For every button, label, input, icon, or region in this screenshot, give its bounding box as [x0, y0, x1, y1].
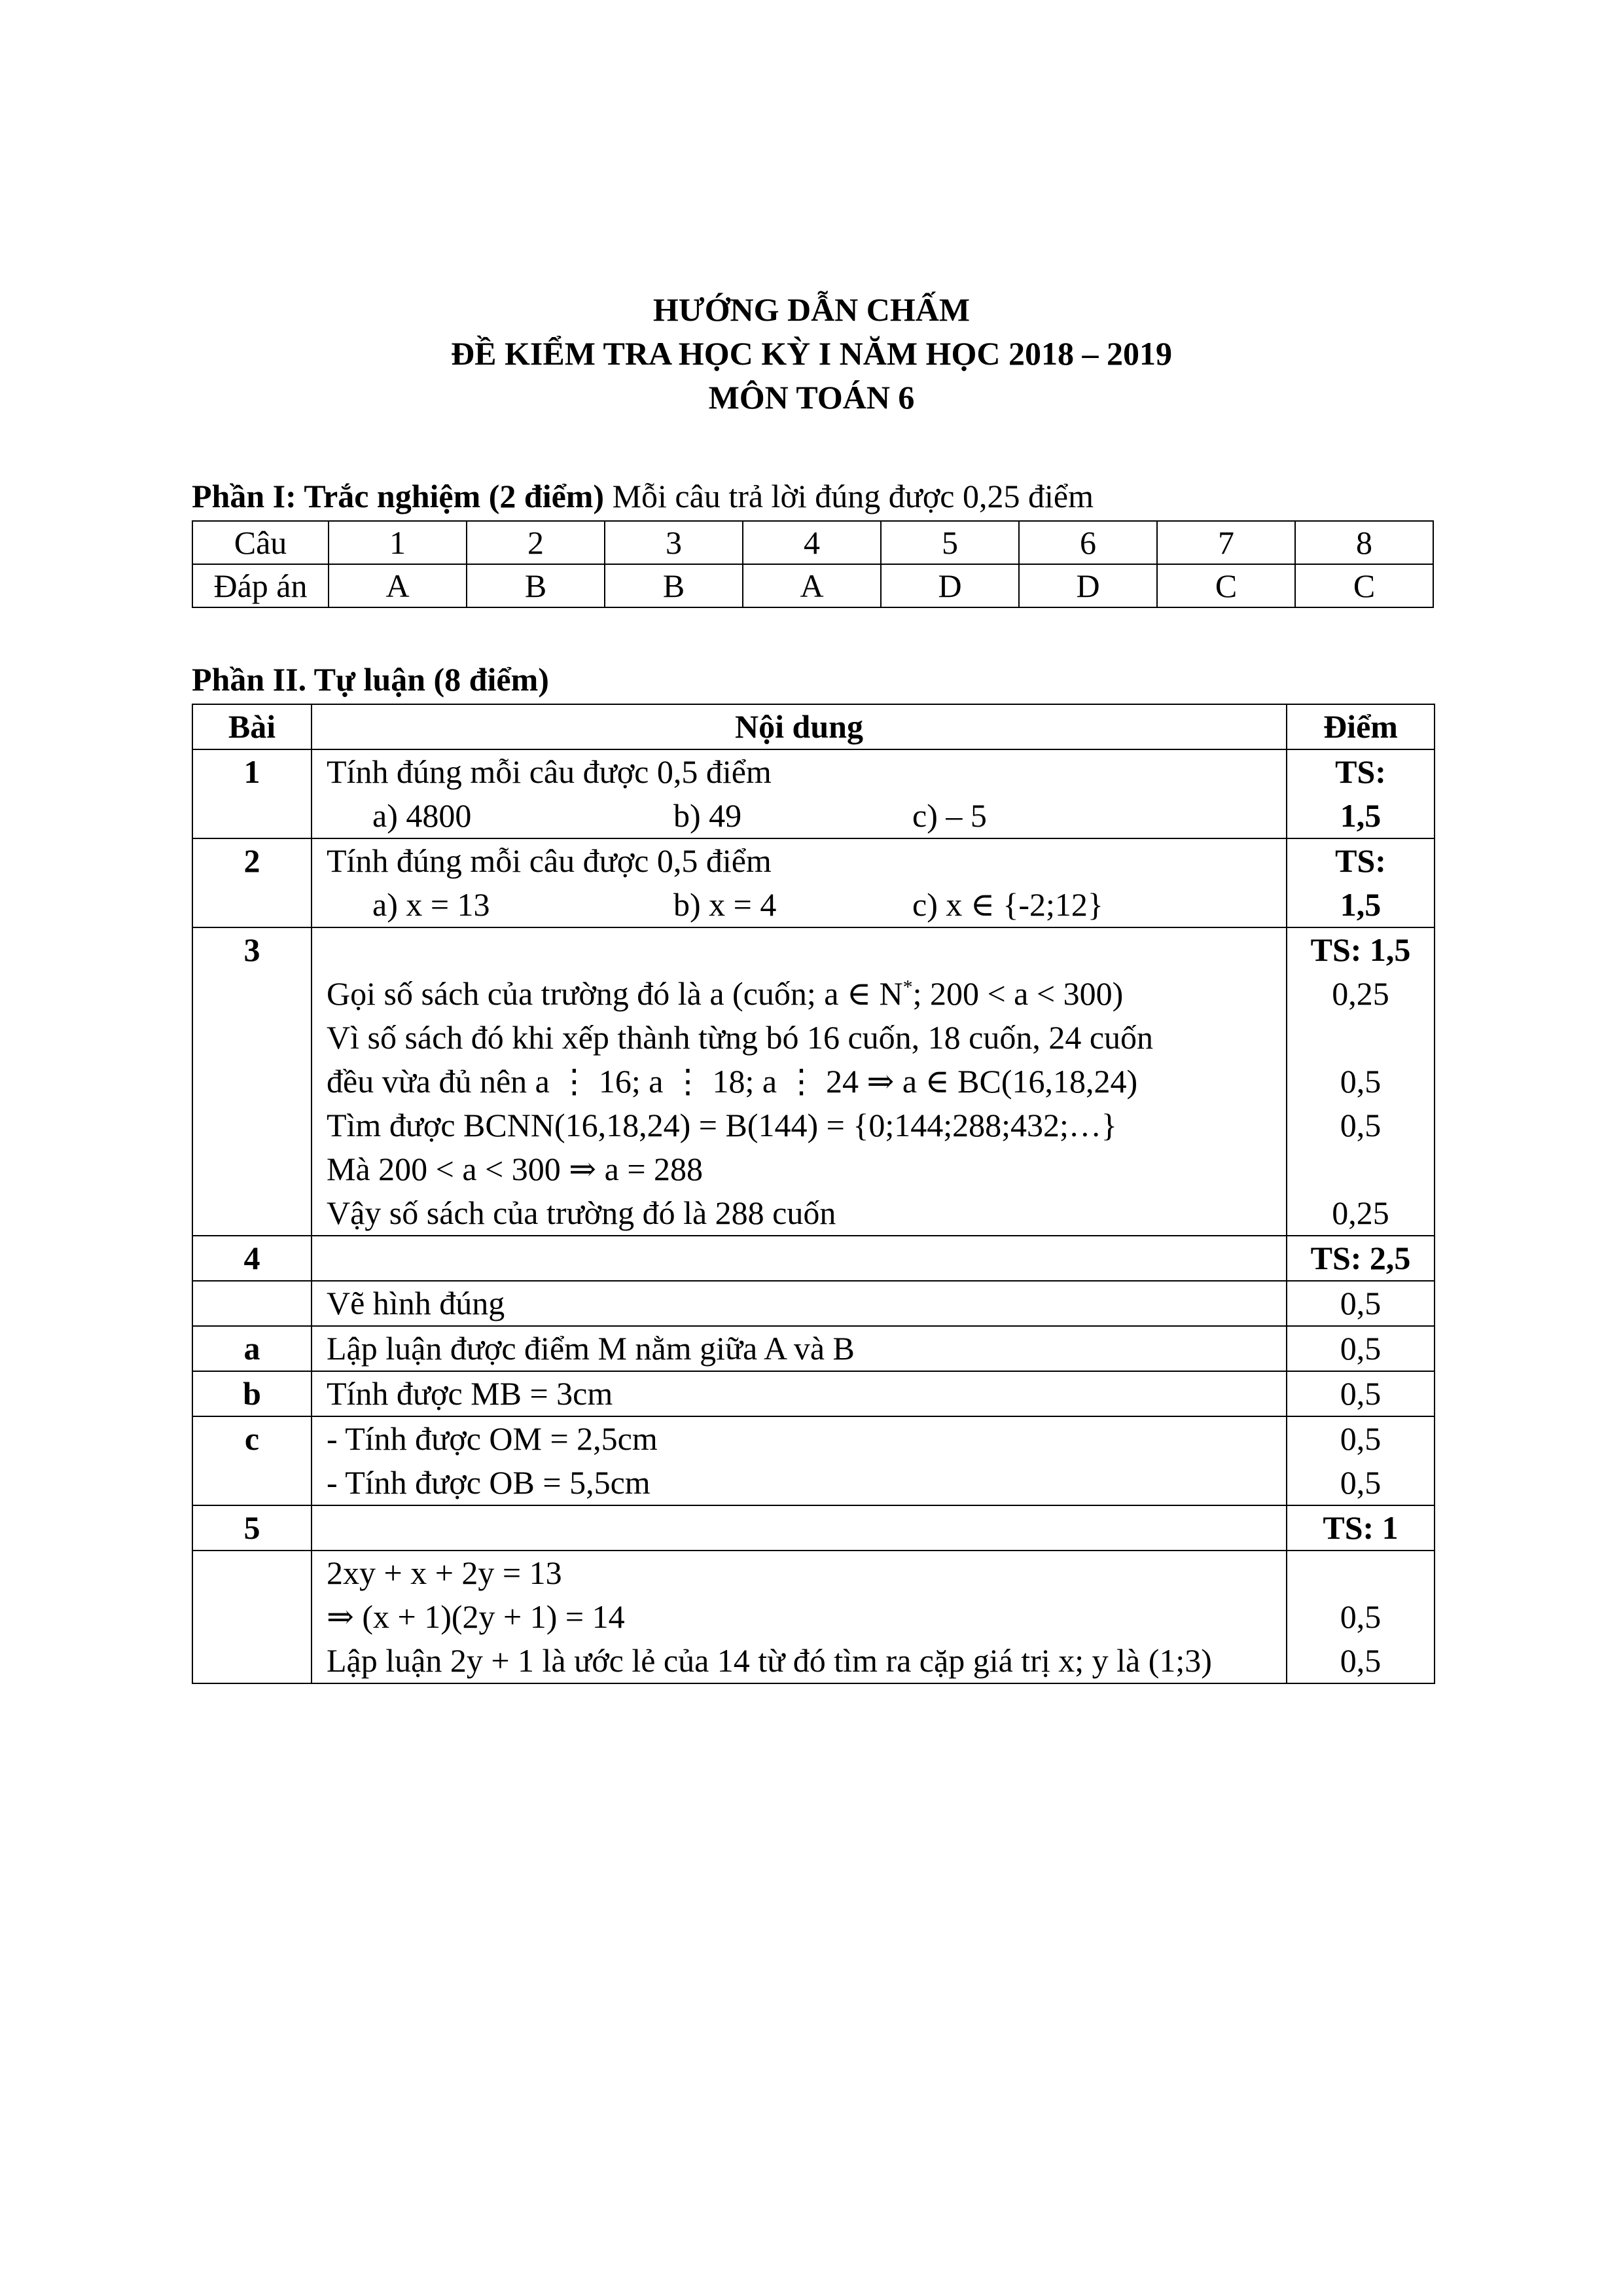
question-number: 5: [881, 521, 1019, 564]
score-value: 0,5: [1287, 1371, 1435, 1416]
bai-label: [192, 1551, 312, 1683]
score-total: TS: 1: [1287, 1505, 1435, 1551]
score-cell: [1287, 1551, 1435, 1683]
option-c: c) – 5: [912, 797, 987, 834]
bai-content: [312, 1416, 1287, 1505]
score-value: 0,5: [1340, 1642, 1382, 1679]
score-value: 0,5: [1287, 1281, 1435, 1326]
content-text: Gọi số sách của trường đó là a (cuốn; a ∈ N: [327, 975, 903, 1012]
option-b: b) x = 4: [673, 886, 777, 923]
question-number: 6: [1019, 521, 1157, 564]
part2-heading-text: Phần II. Tự luận (8 điểm): [192, 661, 549, 698]
answer-value: C: [1157, 564, 1295, 607]
content-line: Lập luận 2y + 1 là ước lẻ của 14 từ đó tìm ra cặp giá trị x; y là (1;3): [327, 1642, 1212, 1679]
content-line: Vẽ hình đúng: [312, 1281, 1287, 1326]
answer-value: D: [881, 564, 1019, 607]
score-value: 0,5: [1340, 1107, 1382, 1143]
score-ts-value: 1,5: [1340, 797, 1382, 834]
content-line: ⇒ (x + 1)(2y + 1) = 14: [327, 1598, 625, 1635]
answer-value: D: [1019, 564, 1157, 607]
score-value: 0,25: [1332, 975, 1389, 1012]
option-a: a) x = 13: [372, 886, 490, 923]
question-row: [192, 521, 1433, 564]
bai-content: [312, 749, 1287, 838]
score-cell: [1287, 749, 1435, 838]
bai-number: 4: [192, 1236, 312, 1281]
bai-number: 5: [192, 1505, 312, 1551]
content-line: - Tính được OM = 2,5cm: [327, 1420, 658, 1457]
option-c: c) x ∈ {-2;12}: [912, 886, 1103, 923]
table-row-bai-1: [192, 749, 1435, 838]
question-number: 3: [605, 521, 743, 564]
bai-label: c: [192, 1416, 312, 1505]
answer-value: C: [1295, 564, 1433, 607]
title-line-1: HƯỚNG DẪN CHẤM: [652, 291, 971, 328]
bai-label: a: [192, 1326, 312, 1371]
question-number: 1: [329, 521, 467, 564]
score-value: 0,5: [1287, 1326, 1435, 1371]
score-ts-label: TS:: [1335, 753, 1386, 790]
bai-number: 3: [192, 927, 312, 1236]
header-noidung: Nội dung: [312, 704, 1287, 749]
blank-line: [1287, 1016, 1434, 1060]
score-value: 0,5: [1340, 1063, 1382, 1100]
bai-number: 2: [192, 838, 312, 927]
table-row-bai-4c: [192, 1416, 1435, 1505]
blank-line: [327, 928, 1274, 972]
answer-row: [192, 564, 1433, 607]
content-text: ; 200 < a < 300): [912, 975, 1124, 1012]
header-diem: Điểm: [1287, 704, 1435, 749]
answer-key-table: [192, 520, 1434, 608]
bai-content: [312, 927, 1287, 1236]
table-row-bai-2: [192, 838, 1435, 927]
table-row-bai-4a: [192, 1326, 1435, 1371]
answer-row-label: Đáp án: [192, 564, 329, 607]
part1-heading: [192, 475, 1094, 518]
bai-label: [192, 1281, 312, 1326]
bai-number: 1: [192, 749, 312, 838]
bai-content: [312, 838, 1287, 927]
answer-value: B: [605, 564, 743, 607]
table-row-bai-4: [192, 1236, 1435, 1281]
table-row-bai-4b: [192, 1371, 1435, 1416]
title-line-3: MÔN TOÁN 6: [708, 379, 915, 416]
content-line: Tính được MB = 3cm: [312, 1371, 1287, 1416]
question-number: 7: [1157, 521, 1295, 564]
score-cell: [1287, 927, 1435, 1236]
score-cell: [1287, 838, 1435, 927]
part1-heading-rest: Mỗi câu trả lời đúng được 0,25 điểm: [604, 478, 1094, 514]
table-row-bai-5-content: [192, 1551, 1435, 1683]
bai-content: [312, 1551, 1287, 1683]
part2-heading: [192, 658, 549, 701]
question-number: 2: [467, 521, 605, 564]
content-line: Tính đúng mỗi câu được 0,5 điểm: [327, 753, 772, 790]
part1-heading-bold: Phần I: Trắc nghiệm (2 điểm): [192, 478, 605, 514]
score-value: 0,5: [1340, 1598, 1382, 1635]
table-row-bai-5: [192, 1505, 1435, 1551]
content-line: Tìm được BCNN(16,18,24) = B(144) = {0;144;288;432;…}: [327, 1107, 1117, 1143]
content-line: Lập luận được điểm M nằm giữa A và B: [312, 1326, 1287, 1371]
document-title: [0, 288, 1623, 420]
option-a: a) 4800: [372, 797, 472, 834]
superscript-star: *: [902, 976, 913, 998]
bai-content: [312, 1505, 1287, 1551]
answer-value: A: [743, 564, 881, 607]
content-line: - Tính được OB = 5,5cm: [327, 1464, 651, 1501]
question-row-label: Câu: [192, 521, 329, 564]
header-bai: Bài: [192, 704, 312, 749]
table-row-bai-4-draw: [192, 1281, 1435, 1326]
score-total: TS: 2,5: [1287, 1236, 1435, 1281]
content-line: 2xy + x + 2y = 13: [327, 1554, 562, 1591]
answer-options: [327, 883, 1274, 927]
blank-line: [1287, 1551, 1434, 1595]
score-total: TS: 1,5: [1310, 931, 1411, 968]
content-line: Vì số sách đó khi xếp thành từng bó 16 cuốn, 18 cuốn, 24 cuốn: [327, 1019, 1154, 1056]
score-cell: [1287, 1416, 1435, 1505]
content-line: Tính đúng mỗi câu được 0,5 điểm: [327, 842, 772, 879]
bai-content: [312, 1236, 1287, 1281]
score-value: 0,5: [1340, 1420, 1382, 1457]
score-value: 0,25: [1332, 1194, 1389, 1231]
content-line: Mà 200 < a < 300 ⇒ a = 288: [327, 1151, 704, 1187]
answer-value: A: [329, 564, 467, 607]
blank-line: [1287, 1147, 1434, 1191]
content-line: Vậy số sách của trường đó là 288 cuốn: [327, 1194, 836, 1231]
content-line: [327, 972, 1274, 1016]
table-row-bai-3: [192, 927, 1435, 1236]
question-number: 8: [1295, 521, 1433, 564]
question-number: 4: [743, 521, 881, 564]
content-line: đều vừa đủ nên a ⋮ 16; a ⋮ 18; a ⋮ 24 ⇒ a ∈ BC(16,18,24): [327, 1063, 1138, 1100]
title-line-2: ĐỀ KIỂM TRA HỌC KỲ I NĂM HỌC 2018 – 2019: [451, 335, 1172, 372]
option-b: b) 49: [673, 797, 742, 834]
header-row: [192, 704, 1435, 749]
answer-value: B: [467, 564, 605, 607]
score-value: 0,5: [1340, 1464, 1382, 1501]
answer-options: [327, 794, 1274, 838]
score-ts-value: 1,5: [1340, 886, 1382, 923]
score-ts-label: TS:: [1335, 842, 1386, 879]
bai-label: b: [192, 1371, 312, 1416]
essay-grading-table: [192, 704, 1435, 1684]
